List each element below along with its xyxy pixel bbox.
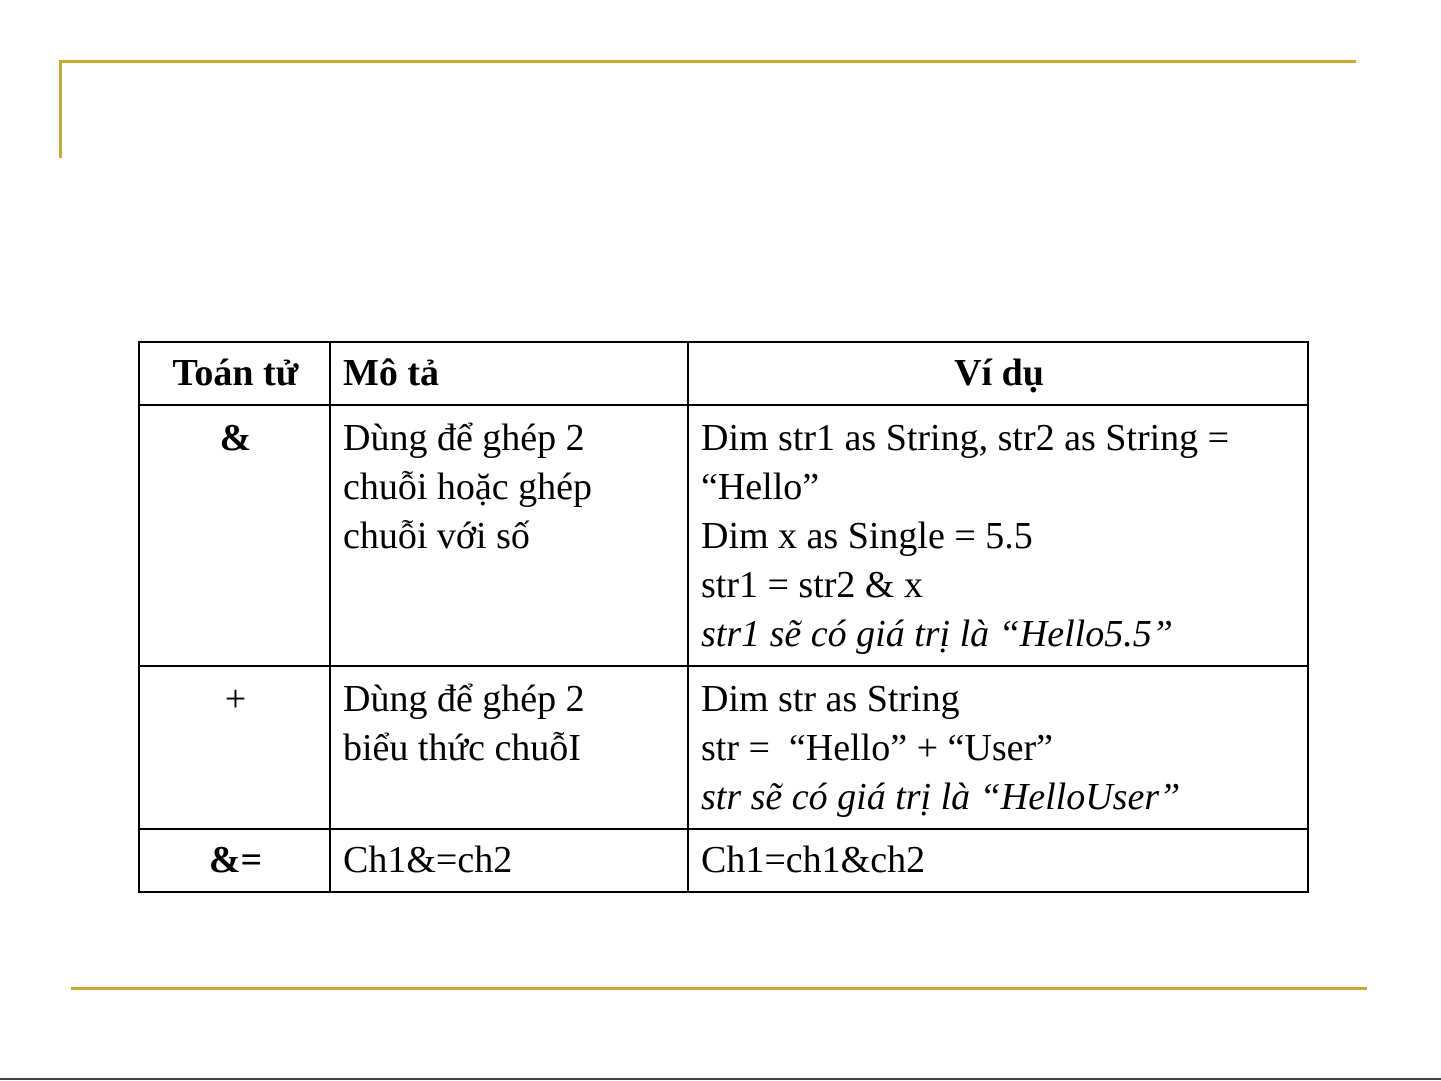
operator-cell: & [139,405,330,666]
example-line: str = “Hello” + “User” [701,727,1054,769]
example-cell [688,829,1308,892]
description-line: chuỗi với số [343,515,530,557]
description-line: Ch1&=ch2 [343,839,513,881]
left-decorative-rule [59,60,62,158]
operator-cell: &= [139,829,330,892]
example-line: Ch1=ch1&ch2 [701,839,926,881]
footer-divider [0,1078,1441,1080]
table-row [139,829,1308,892]
description-line: chuỗi hoặc ghép [343,466,593,508]
table-row [139,666,1308,829]
bottom-decorative-rule [71,987,1367,990]
operator-cell: + [139,666,330,829]
example-line: Dim x as Single = 5.5 [701,515,1033,557]
example-result: str1 sẽ có giá trị là “Hello5.5” [701,613,1173,655]
header-example: Ví dụ [688,342,1308,405]
description-line: biểu thức chuỗI [343,727,581,769]
top-decorative-rule [59,60,1356,63]
description-cell [330,405,688,666]
table-row [139,405,1308,666]
example-cell [688,666,1308,829]
example-result: str sẽ có giá trị là “HelloUser” [701,776,1181,818]
example-line: “Hello” [701,466,820,508]
header-description: Mô tả [330,342,688,405]
description-cell [330,666,688,829]
description-line: Dùng để ghép 2 [343,678,585,720]
operators-table [138,341,1309,893]
table-header-row [139,342,1308,405]
example-line: Dim str1 as String, str2 as String = [701,417,1230,459]
description-cell [330,829,688,892]
example-line: Dim str as String [701,678,960,720]
example-line: str1 = str2 & x [701,564,923,606]
header-operator: Toán tử [139,342,330,405]
example-cell [688,405,1308,666]
description-line: Dùng để ghép 2 [343,417,585,459]
